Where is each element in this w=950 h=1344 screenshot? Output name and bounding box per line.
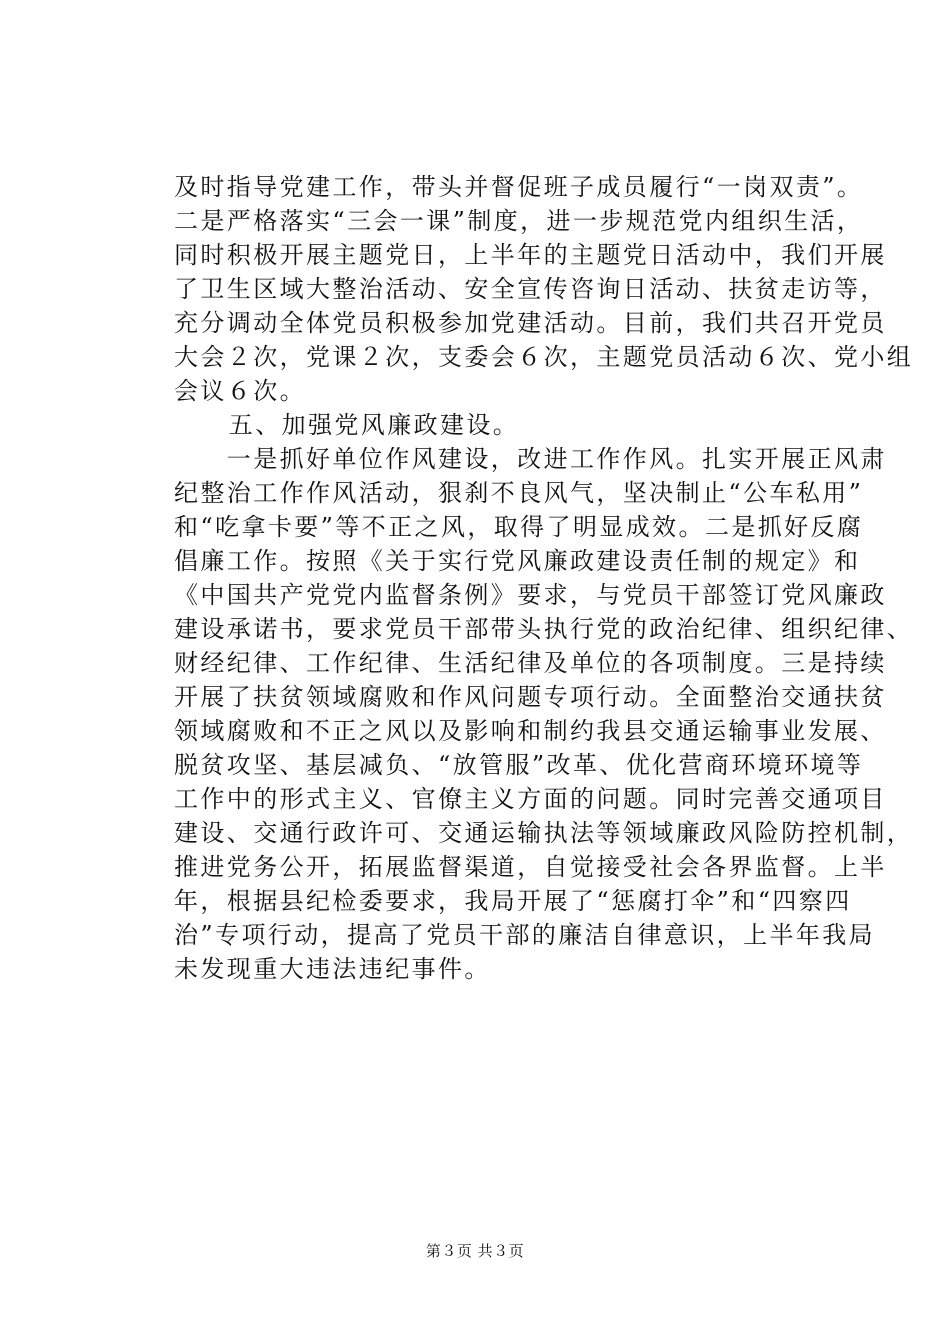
text-line: 建设承诺书，要求党员干部带头执行党的政治纪律、组织纪律、 (174, 615, 914, 643)
text-line: 《中国共产党党内监督条例》要求，与党员干部签订党风廉政 (174, 581, 887, 609)
text-line: 工作中的形式主义、官僚主义方面的问题。同时完善交通项目 (174, 785, 887, 813)
text-line: 未发现重大违法违纪事件。 (174, 955, 491, 983)
text-line: 一是抓好单位作风建设，改进工作作风。扎实开展正风肃 (174, 445, 887, 473)
section-heading: 五、加强党风廉政建设。 (176, 411, 520, 439)
text-line: 同时积极开展主题党日，上半年的主题党日活动中，我们开展 (174, 241, 887, 269)
text-line: 二是严格落实“三会一课”制度，进一步规范党内组织生活， (174, 207, 864, 235)
text-line: 推进党务公开，拓展监督渠道，自觉接受社会各界监督。上半 (174, 853, 887, 881)
text-line: 财经纪律、工作纪律、生活纪律及单位的各项制度。三是持续 (174, 649, 887, 677)
text-line: 脱贫攻坚、基层减负、“放管服”改革、优化营商环境环境等 (174, 751, 864, 779)
text-line: 领域腐败和不正之风以及影响和制约我县交通运输事业发展、 (174, 717, 887, 745)
text-line: 了卫生区域大整治活动、安全宣传咨询日活动、扶贫走访等， (174, 275, 887, 303)
document-body (174, 170, 914, 986)
text-line: 治”专项行动，提高了党员干部的廉洁自律意识，上半年我局 (174, 921, 876, 949)
text-line: 大会２次，党课２次，支委会６次，主题党员活动６次、党小组 (174, 343, 914, 371)
text-line: 倡廉工作。按照《关于实行党风廉政建设责任制的规定》和 (174, 547, 861, 575)
text-line: 及时指导党建工作，带头并督促班子成员履行“一岗双责”。 (174, 173, 864, 201)
text-line: 年，根据县纪检委要求，我局开展了“惩腐打伞”和“四察四 (174, 887, 852, 915)
text-line: 纪整治工作作风活动，狠刹不良风气，坚决制止“公车私用” (174, 479, 864, 507)
text-line: 会议６次。 (174, 377, 306, 405)
text-line: 和“吃拿卡要”等不正之风，取得了明显成效。二是抓好反腐 (174, 513, 864, 541)
text-line: 充分调动全体党员积极参加党建活动。目前，我们共召开党员 (174, 309, 887, 337)
text-line: 建设、交通行政许可、交通运输执法等领域廉政风险防控机制， (174, 819, 914, 847)
page-footer: 第３页 共３页 (425, 1242, 525, 1260)
text-line: 开展了扶贫领域腐败和作风问题专项行动。全面整治交通扶贫 (174, 683, 887, 711)
